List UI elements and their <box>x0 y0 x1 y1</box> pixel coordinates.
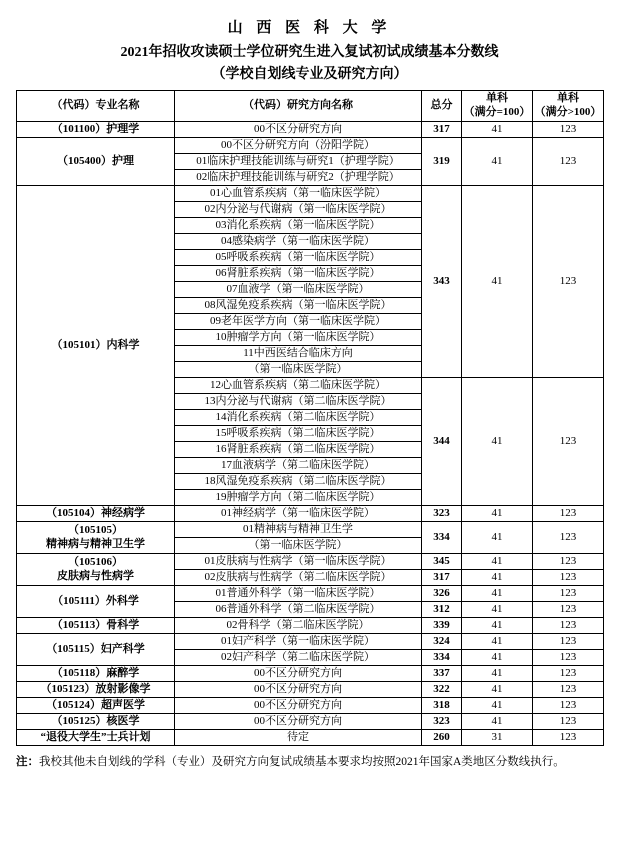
table-row <box>17 714 604 730</box>
direction-cell: 19肿瘤学方向（第二临床医学院） <box>175 490 422 506</box>
header-total: 总分 <box>422 91 462 122</box>
single-score-100-cell: 41 <box>462 554 533 570</box>
single-score-100-cell: 41 <box>462 618 533 634</box>
single-score-over100-cell: 123 <box>533 522 604 554</box>
direction-cell: 03消化系疾病（第一临床医学院） <box>175 218 422 234</box>
single-score-100-cell: 41 <box>462 714 533 730</box>
direction-cell: 待定 <box>175 730 422 746</box>
single-score-100-cell: 41 <box>462 682 533 698</box>
single-score-100-cell: 41 <box>462 138 533 186</box>
table-row <box>17 634 604 650</box>
major-name-cell <box>17 522 175 554</box>
direction-cell: 01心血管系疾病（第一临床医学院） <box>175 186 422 202</box>
single-score-over100-cell: 123 <box>533 666 604 682</box>
document-title: 2021年招收攻读硕士学位研究生进入复试初试成绩基本分数线 <box>120 45 499 60</box>
single-score-100-cell: 41 <box>462 522 533 554</box>
university-title: 山 西 医 科 大 学 <box>227 20 392 36</box>
single-score-over100-cell: 123 <box>533 602 604 618</box>
total-score-cell: 343 <box>422 186 462 378</box>
major-name-cell: （101100）护理学 <box>17 122 175 138</box>
total-score-cell: 339 <box>422 618 462 634</box>
major-name-cell: （105104）神经病学 <box>17 506 175 522</box>
major-name-cell: （105123）放射影像学 <box>17 682 175 698</box>
major-name-line2: 精神病与精神卫生学 <box>46 537 145 550</box>
direction-cell: 02妇产科学（第二临床医学院） <box>175 650 422 666</box>
direction-cell: 01神经病学（第一临床医学院） <box>175 506 422 522</box>
table-row <box>17 698 604 714</box>
direction-cell: 14消化系疾病（第二临床医学院） <box>175 410 422 426</box>
total-score-cell: 312 <box>422 602 462 618</box>
direction-cell: 18风湿免疫系疾病（第二临床医学院） <box>175 474 422 490</box>
total-score-cell: 260 <box>422 730 462 746</box>
major-name-line1: （105105） <box>68 523 123 536</box>
direction-cell: 02临床护理技能训练与研究2（护理学院） <box>175 170 422 186</box>
single-score-over100-cell: 123 <box>533 698 604 714</box>
total-score-cell: 317 <box>422 122 462 138</box>
direction-cell: （第一临床医学院） <box>175 362 422 378</box>
footer-note <box>16 754 603 772</box>
total-score-cell: 318 <box>422 698 462 714</box>
single-score-over100-cell: 123 <box>533 378 604 506</box>
direction-cell: 13内分泌与代谢病（第二临床医学院） <box>175 394 422 410</box>
major-name-cell: （105101）内科学 <box>17 186 175 506</box>
single-score-100-cell: 41 <box>462 666 533 682</box>
table-header-row <box>17 91 604 122</box>
direction-cell: 06普通外科学（第二临床医学院） <box>175 602 422 618</box>
total-score-cell: 345 <box>422 554 462 570</box>
header-single-over100-line2: （满分>100） <box>534 106 602 118</box>
direction-cell: 08风湿免疫系疾病（第一临床医学院） <box>175 298 422 314</box>
header-single-over100 <box>533 91 604 122</box>
major-name-cell: （105111）外科学 <box>17 586 175 618</box>
total-score-cell: 322 <box>422 682 462 698</box>
total-score-cell: 319 <box>422 138 462 186</box>
single-score-100-cell: 41 <box>462 570 533 586</box>
single-score-100-cell: 31 <box>462 730 533 746</box>
direction-cell: 00不区分研究方向 <box>175 682 422 698</box>
direction-cell: 01皮肤病与性病学（第一临床医学院） <box>175 554 422 570</box>
direction-cell: 11中西医结合临床方向 <box>175 346 422 362</box>
table-row <box>17 186 604 202</box>
major-name-cell: “退役大学生”士兵计划 <box>17 730 175 746</box>
single-score-over100-cell: 123 <box>533 618 604 634</box>
table-row <box>17 554 604 570</box>
document-subtitle: （学校自划线专业及研究方向） <box>211 67 408 82</box>
table-row <box>17 618 604 634</box>
major-name-line2: 皮肤病与性病学 <box>57 569 134 582</box>
major-name-cell: （105124）超声医学 <box>17 698 175 714</box>
single-score-100-cell: 41 <box>462 586 533 602</box>
table-row <box>17 122 604 138</box>
table-row <box>17 682 604 698</box>
table-row <box>17 522 604 538</box>
major-name-cell: （105113）骨科学 <box>17 618 175 634</box>
major-name-cell <box>17 554 175 586</box>
direction-cell: 16肾脏系疾病（第二临床医学院） <box>175 442 422 458</box>
table-row <box>17 730 604 746</box>
single-score-over100-cell: 123 <box>533 650 604 666</box>
single-score-100-cell: 41 <box>462 634 533 650</box>
direction-cell: 02皮肤病与性病学（第二临床医学院） <box>175 570 422 586</box>
direction-cell: 01临床护理技能训练与研究1（护理学院） <box>175 154 422 170</box>
direction-cell: 00不区分研究方向 <box>175 666 422 682</box>
table-row <box>17 506 604 522</box>
major-name-cell: （105125）核医学 <box>17 714 175 730</box>
table-row <box>17 138 604 154</box>
total-score-cell: 326 <box>422 586 462 602</box>
direction-cell: 00不区分研究方向 <box>175 698 422 714</box>
header-single-over100-line1: 单科 <box>557 92 579 105</box>
header-single-100-line1: 单科 <box>486 92 508 105</box>
direction-cell: 12心血管系疾病（第二临床医学院） <box>175 378 422 394</box>
direction-cell: 10肿瘤学方向（第一临床医学院） <box>175 330 422 346</box>
single-score-over100-cell: 123 <box>533 186 604 378</box>
note-label: 注： <box>16 756 39 768</box>
single-score-over100-cell: 123 <box>533 138 604 186</box>
single-score-over100-cell: 123 <box>533 122 604 138</box>
direction-cell: 07血液学（第一临床医学院） <box>175 282 422 298</box>
direction-cell: 04感染病学（第一临床医学院） <box>175 234 422 250</box>
total-score-cell: 317 <box>422 570 462 586</box>
major-name-cell: （105115）妇产科学 <box>17 634 175 666</box>
single-score-100-cell: 41 <box>462 378 533 506</box>
major-name-cell: （105118）麻醉学 <box>17 666 175 682</box>
direction-cell: 17血液病学（第二临床医学院） <box>175 458 422 474</box>
direction-cell: 01妇产科学（第一临床医学院） <box>175 634 422 650</box>
total-score-cell: 344 <box>422 378 462 506</box>
note-text: 我校其他未自划线的学科（专业）及研究方向复试成绩基本要求均按照2021年国家A类地区分数线执行。 <box>39 756 565 768</box>
single-score-100-cell: 41 <box>462 650 533 666</box>
header-major: （代码）专业名称 <box>17 91 175 122</box>
header-single-100 <box>462 91 533 122</box>
total-score-cell: 324 <box>422 634 462 650</box>
single-score-over100-cell: 123 <box>533 634 604 650</box>
direction-cell: 00不区分研究方向 <box>175 122 422 138</box>
single-score-100-cell: 41 <box>462 506 533 522</box>
direction-cell: 09老年医学方向（第一临床医学院） <box>175 314 422 330</box>
single-score-100-cell: 41 <box>462 602 533 618</box>
major-name-line1: （105106） <box>68 555 123 568</box>
single-score-over100-cell: 123 <box>533 554 604 570</box>
direction-cell: 15呼吸系疾病（第二临床医学院） <box>175 426 422 442</box>
header-single-100-line2: （满分=100） <box>463 106 531 118</box>
direction-cell: 02内分泌与代谢病（第一临床医学院） <box>175 202 422 218</box>
single-score-over100-cell: 123 <box>533 506 604 522</box>
direction-cell: 05呼吸系疾病（第一临床医学院） <box>175 250 422 266</box>
direction-cell: （第一临床医学院） <box>175 538 422 554</box>
single-score-100-cell: 41 <box>462 698 533 714</box>
header-direction: （代码）研究方向名称 <box>175 91 422 122</box>
total-score-cell: 323 <box>422 506 462 522</box>
major-name-cell: （105400）护理 <box>17 138 175 186</box>
direction-cell: 06肾脏系疾病（第一临床医学院） <box>175 266 422 282</box>
single-score-over100-cell: 123 <box>533 714 604 730</box>
total-score-cell: 337 <box>422 666 462 682</box>
direction-cell: 01普通外科学（第一临床医学院） <box>175 586 422 602</box>
single-score-over100-cell: 123 <box>533 730 604 746</box>
total-score-cell: 323 <box>422 714 462 730</box>
direction-cell: 00不区分研究方向（汾阳学院） <box>175 138 422 154</box>
table-row <box>17 586 604 602</box>
single-score-over100-cell: 123 <box>533 682 604 698</box>
single-score-100-cell: 41 <box>462 186 533 378</box>
direction-cell: 01精神病与精神卫生学 <box>175 522 422 538</box>
table-row <box>17 666 604 682</box>
score-line-table <box>16 90 604 746</box>
single-score-over100-cell: 123 <box>533 570 604 586</box>
total-score-cell: 334 <box>422 522 462 554</box>
single-score-100-cell: 41 <box>462 122 533 138</box>
single-score-over100-cell: 123 <box>533 586 604 602</box>
direction-cell: 02骨科学（第二临床医学院） <box>175 618 422 634</box>
total-score-cell: 334 <box>422 650 462 666</box>
direction-cell: 00不区分研究方向 <box>175 714 422 730</box>
